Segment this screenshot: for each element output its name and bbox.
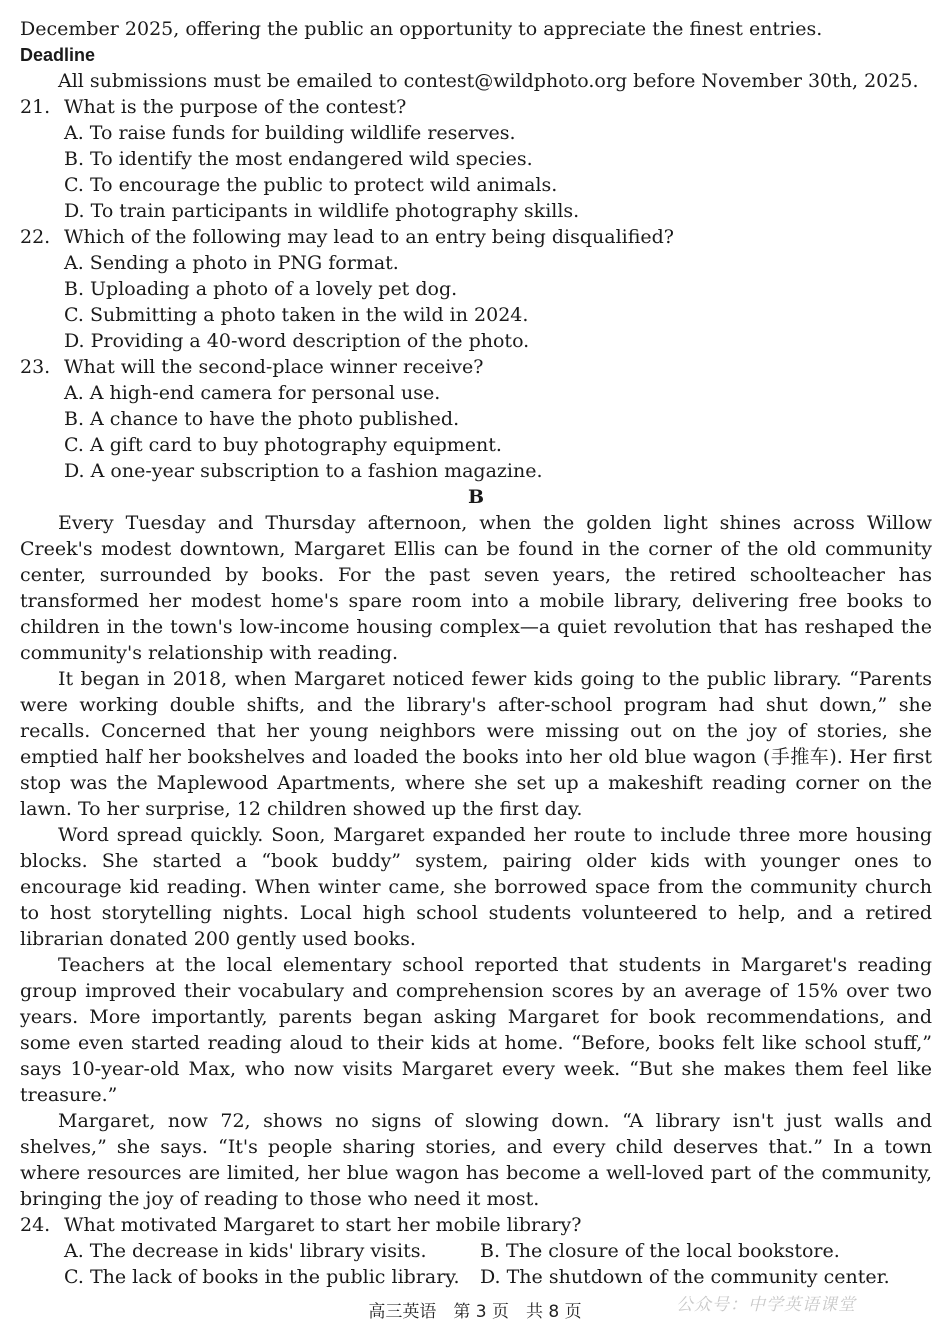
option-c: C. A gift card to buy photography equipment. <box>64 434 502 456</box>
passage-paragraph-5: Margaret, now 72, shows no signs of slowing down. “A library isn't just walls and shelves,” she says. “It's people sharing stories, and every child deserves that.” In a town where resources are limited, her blue wagon has become a well-loved part of the community, bringing the joy of reading to those who need it most. <box>20 1110 932 1210</box>
passage-paragraph-1: Every Tuesday and Thursday afternoon, when the golden light shines across Willow Creek's modest downtown, Margaret Ellis can be found in the corner of the old community center, surrounded by books. For the past seven years, the retired schoolteacher has transformed her modest home's spare room into a mobile library, delivering free books to children in the town's low-income housing complex—a quiet revolution that has reshaped the community's relationship with reading. <box>20 512 932 664</box>
question-number: 23. <box>20 356 51 378</box>
option-a: A. To raise funds for building wildlife reserves. <box>64 122 516 144</box>
question-22 <box>20 224 932 354</box>
deadline-heading: Deadline <box>20 45 96 65</box>
option-d: D. To train participants in wildlife photography skills. <box>64 200 580 222</box>
option-c: C. The lack of books in the public library. <box>64 1266 460 1288</box>
option-a: A. Sending a photo in PNG format. <box>64 252 399 274</box>
question-number: 24. <box>20 1214 51 1236</box>
section-b-title: B <box>467 486 485 508</box>
passage-paragraph-2: It began in 2018, when Margaret noticed fewer kids going to the public library. “Parents were working double shifts, and the library's after-school program had shut down,” she recalls. Concerned that her young neighbors were missing out on the joy of stories, she emptied half her bookshelves and loaded the books into her old blue wagon (手推车). Her first stop was the Maplewood Apartments, where she set up a makeshift reading corner on the lawn. To her surprise, 12 children showed up the first day. <box>20 668 932 820</box>
question-number: 21. <box>20 96 51 118</box>
page-footer: 高三英语 第 3 页 共 8 页 <box>368 1302 582 1322</box>
question-stem: What motivated Margaret to start her mobile library? <box>64 1214 582 1236</box>
question-stem: What will the second-place winner receive? <box>64 356 484 378</box>
option-b: B. A chance to have the photo published. <box>64 408 460 430</box>
question-23 <box>20 354 932 484</box>
option-a: A. A high-end camera for personal use. <box>64 382 441 404</box>
question-21 <box>20 94 932 224</box>
option-d: D. Providing a 40-word description of the photo. <box>64 330 530 352</box>
watermark: 公众号：中学英语课堂 <box>676 1295 856 1315</box>
question-number: 22. <box>20 226 51 248</box>
question-stem: What is the purpose of the contest? <box>64 96 407 118</box>
question-24 <box>20 1212 932 1290</box>
exam-page <box>20 16 932 1290</box>
option-b: B. To identify the most endangered wild species. <box>64 148 533 170</box>
passage-paragraph-3: Word spread quickly. Soon, Margaret expanded her route to include three more housing blocks. She started a “book buddy” system, pairing older kids with younger ones to encourage kid reading. When winter came, she borrowed space from the community church to host storytelling nights. Local high school students volunteered to help, and a retired librarian donated 200 gently used books. <box>20 824 932 950</box>
option-d: D. The shutdown of the community center. <box>480 1266 890 1288</box>
deadline-text: All submissions must be emailed to contest@wildphoto.org before November 30th, 2025. <box>58 70 919 92</box>
option-b: B. Uploading a photo of a lovely pet dog. <box>64 278 458 300</box>
option-b: B. The closure of the local bookstore. <box>480 1240 840 1262</box>
passage-paragraph-4: Teachers at the local elementary school reported that students in Margaret's reading group improved their vocabulary and comprehension scores by an average of 15% over two years. More importantly, parents began asking Margaret for book recommendations, and some even started reading aloud to their kids at home. “Before, books felt like school stuff,” says 10-year-old Max, who now visits Margaret every week. “But she makes them feel like treasure.” <box>20 954 932 1106</box>
option-a: A. The decrease in kids' library visits. <box>64 1240 427 1262</box>
intro-tail-text: December 2025, offering the public an opportunity to appreciate the finest entries. <box>20 18 823 40</box>
option-d: D. A one-year subscription to a fashion magazine. <box>64 460 543 482</box>
question-stem: Which of the following may lead to an entry being disqualified? <box>64 226 674 248</box>
option-c: C. Submitting a photo taken in the wild in 2024. <box>64 304 529 326</box>
option-c: C. To encourage the public to protect wild animals. <box>64 174 558 196</box>
